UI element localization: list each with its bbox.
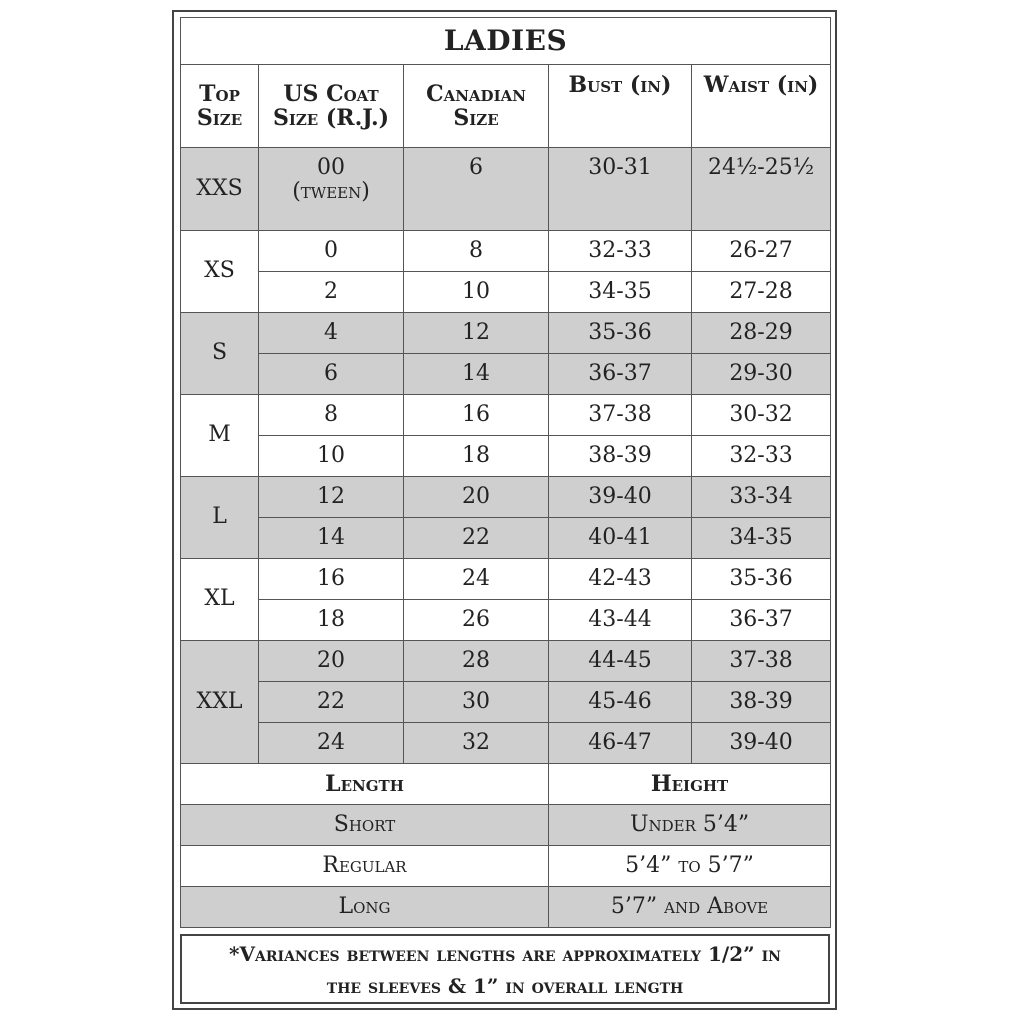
length-cell: Long — [181, 887, 549, 928]
canadian-cell: 32 — [404, 723, 549, 764]
us-coat-cell: 12 — [259, 477, 404, 518]
canadian-cell: 14 — [404, 354, 549, 395]
waist-cell: 32-33 — [692, 436, 831, 477]
header-length: Length — [181, 764, 549, 805]
waist-cell: 29-30 — [692, 354, 831, 395]
bust-cell: 38-39 — [549, 436, 692, 477]
waist-cell: 39-40 — [692, 723, 831, 764]
length-cell: Regular — [181, 846, 549, 887]
canadian-cell: 8 — [404, 231, 549, 272]
canadian-cell: 10 — [404, 272, 549, 313]
waist-cell: 34-35 — [692, 518, 831, 559]
waist-cell: 36-37 — [692, 600, 831, 641]
top-size-cell: L — [181, 477, 259, 559]
us-coat-cell: 0 — [259, 231, 404, 272]
us-coat-cell: 22 — [259, 682, 404, 723]
us-coat-cell: 20 — [259, 641, 404, 682]
height-cell: 5’4” to 5’7” — [549, 846, 831, 887]
header-height: Height — [549, 764, 831, 805]
bust-cell: 34-35 — [549, 272, 692, 313]
us-coat-cell: 24 — [259, 723, 404, 764]
waist-cell: 37-38 — [692, 641, 831, 682]
top-size-cell: S — [181, 313, 259, 395]
size-chart-table — [180, 17, 831, 928]
bust-cell: 35-36 — [549, 313, 692, 354]
waist-cell: 35-36 — [692, 559, 831, 600]
bust-cell: 40-41 — [549, 518, 692, 559]
us-coat-cell: 8 — [259, 395, 404, 436]
us-coat-cell: 00 (tween) — [259, 148, 404, 231]
variance-note — [180, 934, 830, 1004]
table-title: LADIES — [181, 18, 831, 65]
bust-cell: 44-45 — [549, 641, 692, 682]
us-coat-cell: 18 — [259, 600, 404, 641]
bust-cell: 39-40 — [549, 477, 692, 518]
canadian-cell: 20 — [404, 477, 549, 518]
canadian-cell: 6 — [404, 148, 549, 231]
bust-cell: 37-38 — [549, 395, 692, 436]
header-canadian-size: Canadian Size — [404, 65, 549, 148]
canadian-cell: 24 — [404, 559, 549, 600]
us-coat-cell: 2 — [259, 272, 404, 313]
canadian-cell: 28 — [404, 641, 549, 682]
variance-note-line-1: *Variances between lengths are approximately 1/2” in — [229, 942, 781, 966]
header-bust: Bust (in) — [549, 65, 692, 148]
canadian-cell: 22 — [404, 518, 549, 559]
canadian-cell: 30 — [404, 682, 549, 723]
bust-cell: 43-44 — [549, 600, 692, 641]
us-coat-note: (tween) — [292, 179, 370, 205]
bust-cell: 46-47 — [549, 723, 692, 764]
canadian-cell: 26 — [404, 600, 549, 641]
variance-note-line-2: the sleeves & 1” in overall length — [326, 974, 684, 998]
canadian-cell: 16 — [404, 395, 549, 436]
us-coat-cell: 16 — [259, 559, 404, 600]
us-coat-cell: 6 — [259, 354, 404, 395]
header-top-size: Top Size — [181, 65, 259, 148]
us-coat-cell: 4 — [259, 313, 404, 354]
header-waist: Waist (in) — [692, 65, 831, 148]
length-cell: Short — [181, 805, 549, 846]
us-coat-cell: 14 — [259, 518, 404, 559]
waist-cell: 33-34 — [692, 477, 831, 518]
header-us-coat-size: US Coat Size (R.J.) — [259, 65, 404, 148]
waist-cell: 27-28 — [692, 272, 831, 313]
bust-cell: 30-31 — [549, 148, 692, 231]
waist-cell: 38-39 — [692, 682, 831, 723]
top-size-cell: XXL — [181, 641, 259, 764]
bust-cell: 32-33 — [549, 231, 692, 272]
us-coat-cell: 10 — [259, 436, 404, 477]
bust-cell: 36-37 — [549, 354, 692, 395]
top-size-cell: XXS — [181, 148, 259, 231]
canadian-cell: 12 — [404, 313, 549, 354]
bust-cell: 42-43 — [549, 559, 692, 600]
canadian-cell: 18 — [404, 436, 549, 477]
bust-cell: 45-46 — [549, 682, 692, 723]
waist-cell: 30-32 — [692, 395, 831, 436]
waist-cell: 28-29 — [692, 313, 831, 354]
waist-cell: 24½-25½ — [692, 148, 831, 231]
height-cell: 5’7” and Above — [549, 887, 831, 928]
waist-cell: 26-27 — [692, 231, 831, 272]
top-size-cell: M — [181, 395, 259, 477]
top-size-cell: XL — [181, 559, 259, 641]
top-size-cell: XS — [181, 231, 259, 313]
height-cell: Under 5’4” — [549, 805, 831, 846]
